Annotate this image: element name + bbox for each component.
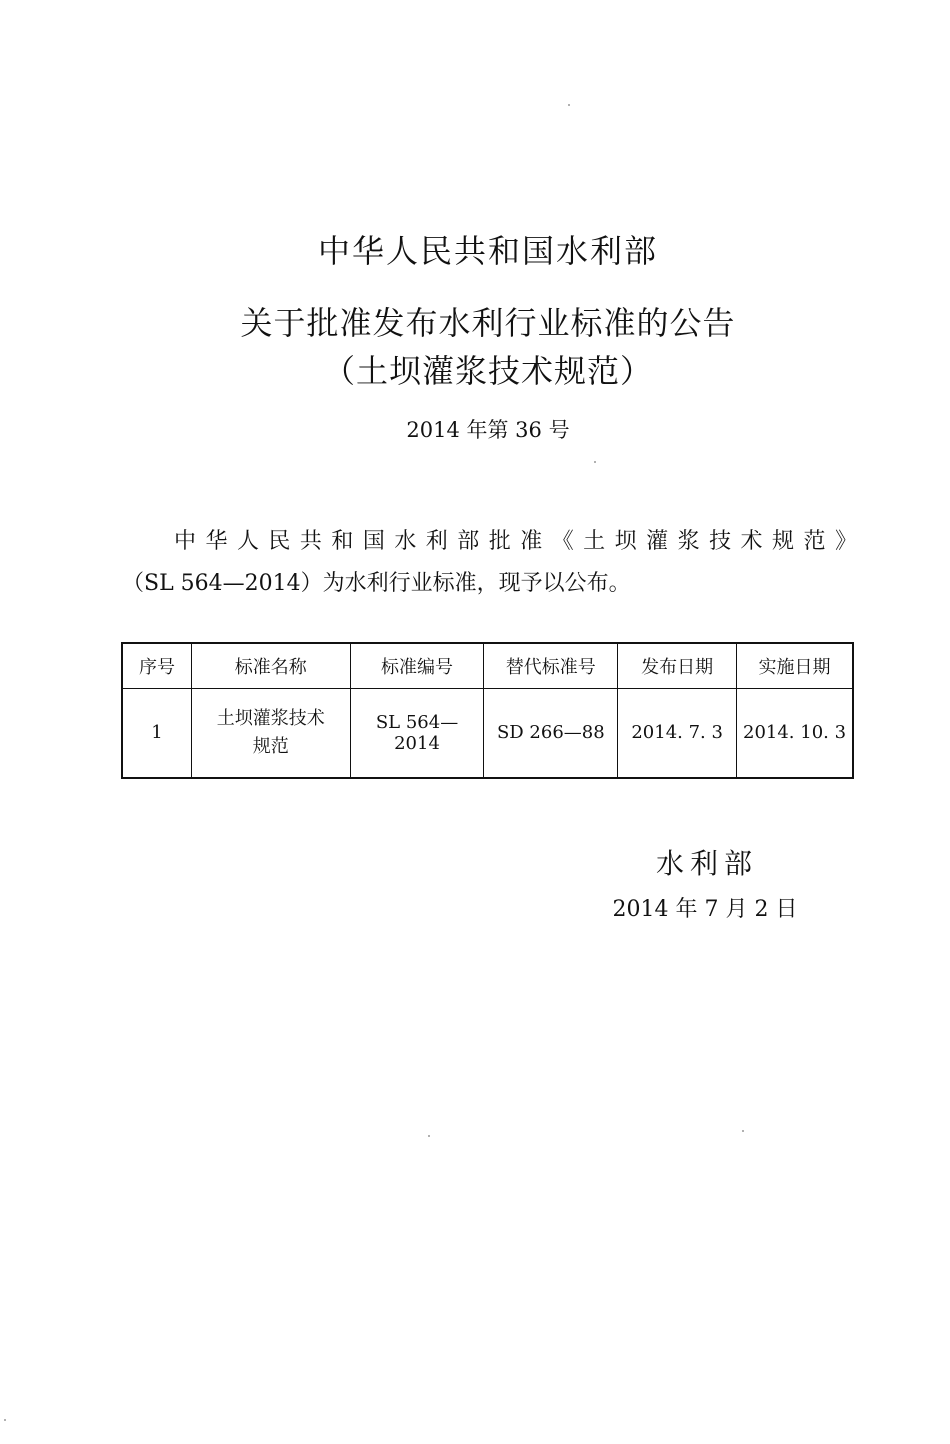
body-text-line-1: 中华人民共和国水利部批准《土坝灌浆技术规范》 (174, 529, 857, 554)
table-header-row (122, 643, 853, 688)
table-row (122, 688, 853, 778)
header-standard-name: 标准名称 (191, 643, 350, 688)
scan-speck (4, 1419, 6, 1421)
header-effective-date: 实施日期 (737, 643, 853, 688)
cell-standard-name-line-2: 规范 (252, 735, 289, 757)
cell-standard-name-line-1: 土坝灌浆技术 (216, 707, 325, 729)
cell-effective-date: 2014. 10. 3 (737, 688, 853, 778)
scan-speck (742, 1130, 744, 1132)
announcement-subtitle: （土坝灌浆技术规范） (322, 352, 653, 390)
signature-issuer: 水利部 (655, 847, 758, 880)
body-text-line-2: （SL 564—2014）为水利行业标准，现予以公布。 (122, 571, 631, 596)
announcement-title: 关于批准发布水利行业标准的公告 (240, 304, 736, 342)
scan-speck (428, 1135, 430, 1137)
scan-speck (568, 104, 570, 106)
standards-table (121, 642, 854, 779)
header-standard-code: 标准编号 (350, 643, 484, 688)
cell-index: 1 (122, 688, 191, 778)
cell-replaced-code: SD 266—88 (484, 688, 618, 778)
cell-standard-name (191, 688, 350, 778)
cell-standard-code: SL 564—2014 (350, 688, 484, 778)
scan-speck (594, 461, 596, 463)
cell-issue-date: 2014. 7. 3 (618, 688, 737, 778)
header-index: 序号 (122, 643, 191, 688)
signature-date: 2014 年 7 月 2 日 (612, 897, 798, 922)
document-number: 2014 年第 36 号 (406, 418, 570, 442)
issuing-department: 中华人民共和国水利部 (317, 232, 658, 270)
header-issue-date: 发布日期 (618, 643, 737, 688)
header-replaced-code: 替代标准号 (484, 643, 618, 688)
